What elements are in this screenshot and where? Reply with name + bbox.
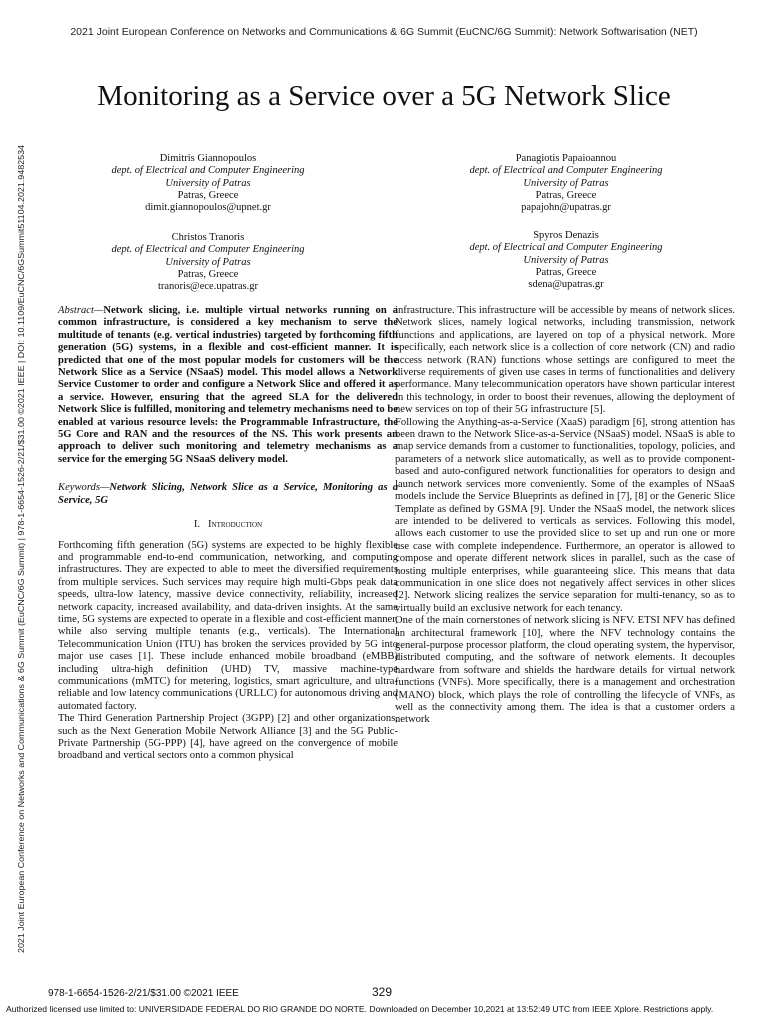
author-university: University of Patras <box>523 177 609 189</box>
author-name: Dimitris Giannopoulos <box>159 153 257 164</box>
body-paragraph: Forthcoming fifth generation (5G) systems are expected to be highly flexible and programmable end-to-end communication, networking, and computing infrastructures. They are expected to able to meet the diversified requirements from multiple services. Such services may require high multi-Gbps peak data speeds, ultra-low latency, massive device connectivity, reliability, increased network capacity, increased availability, and data-driven insights. At the same time, 5G systems are expected to operate in a flexible and cost-efficient manner, while also serving multiple tenants (e.g., verticals). The International Telecommunication Union (ITU) has broken the services provided by 5G into major use cases [1]. These include enhanced mobile broadband (eMBB) including ultra-high definition (UHD) TV, massive machine-type communications (mMTC) for metering, logistics, smart agriculture, and ultra-reliable and low latency communications (URLLC) for autonomous driving and automated factory. <box>58 539 399 712</box>
right-column <box>395 305 735 727</box>
author-city: Patras, Greece <box>177 268 239 280</box>
footer-isbn: 978-1-6654-1526-2/21/$31.00 ©2021 IEEE <box>48 988 239 999</box>
author-name: Spyros Denazis <box>533 230 599 241</box>
body-paragraph: infrastructure. This infrastructure will be accessible by means of network slices. Network slices, namely logical networks, including transmission, network functions and applications, are layered on top of a physical network. More specifically, each network slice is a collection of core network (CN) and radio access network (RAN) functions whose settings are configured to meet the diverse requirements of given use cases in terms of functionalities and delivery performance. Many telecommunication operators have shown particular interest in this technology, in order to boost their revenues, allowing the deployment of new services on top of their 5G infrastructure [5]. <box>395 305 735 416</box>
author-email: tranoris@ece.upatras.gr <box>157 281 259 293</box>
keywords-text: Network Slicing, Network Slice as a Service, Monitoring as a Service, 5G <box>58 482 398 506</box>
author-university: University of Patras <box>165 177 251 189</box>
section-number: I. <box>193 519 201 531</box>
author-dept: dept. of Electrical and Computer Engineering <box>469 165 663 177</box>
body-paragraph: One of the main cornerstones of network slicing is NFV. ETSI NFV has defined an architectural framework [10], where the NFV technology contains the general-purpose processor platform, the cloud operating system, the hypervisor, distributed computing, and the software of network elements. It decouples hardware from software and shields the hardware details for virtual network functions (VNFs). More specifically, there is a management and orchestration (MANO) block, which plays the role of controlling the lifecycle of VNFs, as well as the connectivity among them. The idea is that a customer orders a network <box>395 615 735 726</box>
body-paragraph: Following the Anything-as-a-Service (XaaS) paradigm [6], strong attention has been drawn to the Network Slice-as-a-Service (NSaaS) model. NSaaS is able to map service demands from a customer to functionalities, topology, policies, and parameters of a network slice automatically, as well as to provide component-based and auto-configured network functionalities for operators to design and launch network services more conveniently. Some of the examples of NSaaS models include the Service Blueprints as defined in [7], [8] or the Generic Slice Template as defined by GSMA [9]. Under the NSaaS model, the network slices are intended to be delivered to verticals as services. Following this model, allows each customer to use the provided slice to set up and run one or more use case with complete independence. Furthermore, an operator is allowed to compose and operate different network slices in parallel, such as the case of hosting multiple enterprises, while guaranteeing slice. This means that data communication in one slice does not negatively affect services in other slices [2]. Network slicing realizes the service separation for multi-tenancy, so as to virtually build an exclusive network for each tenancy. <box>395 416 735 614</box>
abstract-text: Network slicing, i.e. multiple virtual networks running on a common infrastructure, is considered a key mechanism to serve the multitude of tenants (e.g. vertical industries) targeted by forthcoming fifth generation (5G) systems, in a flexible and cost-efficient manner. It is predicted that one of the most popular models for customers will be the Network Slice as a Service (NSaaS) model. This model allows a Network Service Customer to order and configure a Network Slice and offered it as a service. However, ensuring that the agreed SLA for the delivered Network Slice is fulfilled, monitoring and telemetry mechanisms need to be enabled at various resource levels: the Programmable Infrastructure, the 5G Core and RAN and the resources of the NS. This work presents an approach to deliver such monitoring and telemetry mechanisms as a service for the emerging 5G NSaaS delivery model. <box>58 305 398 465</box>
keywords-lead: Keywords— <box>58 482 110 494</box>
license-notice: Authorized licensed use limited to: UNIVERSIDADE FEDERAL DO RIO GRANDE DO NORTE. Downloaded on December 10,2021 at 13:52:49 UTC from IEEE Xplore. Restrictions apply. <box>6 1004 714 1014</box>
author-name: Christos Tranoris <box>171 232 245 243</box>
author-email: papajohn@upatras.gr <box>521 202 611 214</box>
author-email: sdena@upatras.gr <box>528 279 604 291</box>
section-heading <box>58 519 398 531</box>
author-block-3 <box>48 232 368 293</box>
author-city: Patras, Greece <box>535 189 597 201</box>
author-block-2 <box>406 153 726 214</box>
author-email: dimit.giannopoulos@upnet.gr <box>145 202 271 214</box>
author-university: University of Patras <box>165 256 251 268</box>
author-dept: dept. of Electrical and Computer Engineering <box>111 244 305 256</box>
keywords <box>58 482 398 507</box>
section-title: Introduction <box>208 519 263 531</box>
body-paragraph: The Third Generation Partnership Project (3GPP) [2] and other organizations, such as the Next Generation Mobile Network Alliance [3] and the 5G Public-Private Partnership (5G-PPP) [4], have agreed on the convergence of mobile broadband and vertical sectors onto a common physical <box>58 713 398 762</box>
side-strip-text: 2021 Joint European Conference on Networks and Communications & 6G Summit (EuCNC/6G Summit) | 978-1-6654-1526-2/21/$31.00 ©2021 IEEE | DOI: 10.1109/EuCNC/6GSummit51104.2021.9482534 <box>17 227 26 953</box>
author-dept: dept. of Electrical and Computer Engineering <box>469 242 663 254</box>
author-block-4 <box>406 230 726 291</box>
author-university: University of Patras <box>523 254 609 266</box>
author-city: Patras, Greece <box>535 266 597 278</box>
author-block-1 <box>48 153 368 214</box>
abstract-lead: Abstract— <box>58 305 104 316</box>
page-number: 329 <box>372 985 393 999</box>
conference-header: 2021 Joint European Conference on Networks and Communications & 6G Summit (EuCNC/6G Summit): Network Softwarisation (NET) <box>70 26 698 38</box>
author-name: Panagiotis Papaioannou <box>515 153 617 164</box>
author-city: Patras, Greece <box>177 189 239 201</box>
left-column <box>58 305 398 763</box>
abstract <box>58 305 398 466</box>
paper-title: Monitoring as a Service over a 5G Network Slice <box>97 80 671 112</box>
author-dept: dept. of Electrical and Computer Engineering <box>111 165 305 177</box>
side-strip-citation <box>12 143 30 953</box>
